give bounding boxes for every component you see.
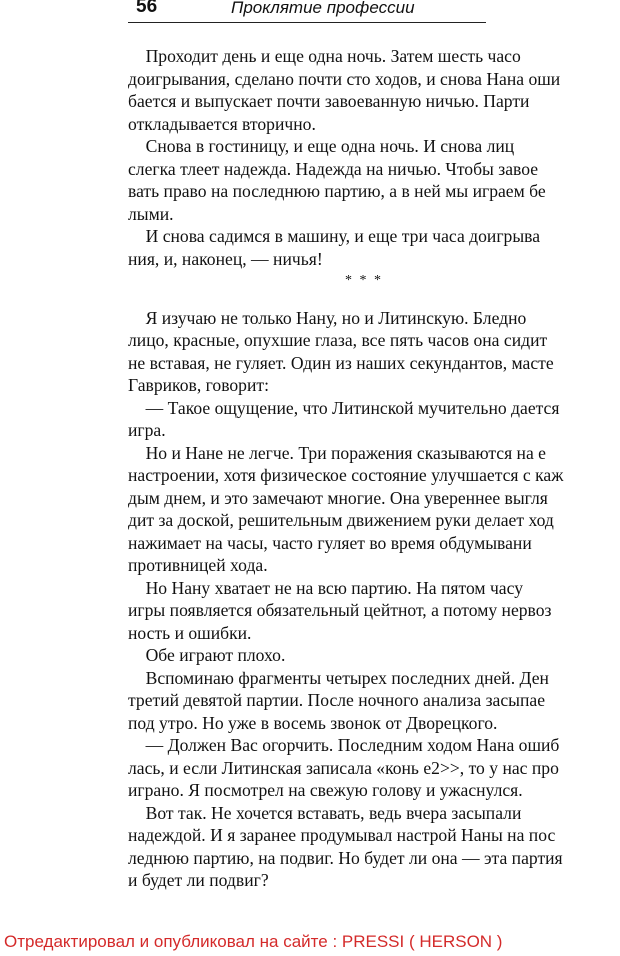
text-line: ния, и, наконец, — ничья! [128, 248, 323, 269]
text-line: надеждой. И я заранее продумывал настрой Наны на пос [128, 825, 556, 845]
section-gap [128, 293, 620, 307]
text-line: и будет ли подвиг? [128, 870, 269, 890]
text-line: Но Нану хватает не на всю партию. На пятом часу [128, 577, 523, 598]
text-line: доигрывания, сделано почти сто ходов, и снова Нана оши [128, 68, 561, 89]
text-line: не вставая, не гуляет. Один из наших секундантов, масте [128, 352, 554, 373]
text-line: нажимает на часы, часто гуляет во время обдумывани [128, 532, 532, 553]
text-line: ность и ошибки. [128, 622, 252, 643]
running-header [128, 0, 486, 23]
text-line: лыми. [128, 203, 174, 224]
text-line: дит за доской, решительным движением руки делает ход [128, 510, 554, 530]
running-title: Проклятие профессии [231, 0, 415, 17]
text-line: под утро. Но уже в восемь звонок от Дворецкого. [128, 712, 498, 733]
text-line: Вспоминаю фрагменты четырех последних дней. Ден [128, 667, 549, 688]
page-number: 56 [136, 0, 158, 17]
text-line: противницей хода. [128, 555, 268, 575]
text-line: Но и Нане не легче. Три поражения сказываются на е [128, 442, 546, 463]
text-line: играно. Я посмотрел на свежую голову и ужаснулся. [128, 780, 523, 800]
text-line: И снова садимся в машину, и еще три часа доигрыва [128, 226, 541, 246]
text-line: настроении, хотя физическое состояние улучшается с каж [128, 465, 564, 485]
text-line: вать право на последнюю партию, а в ней мы играем бе [128, 181, 546, 201]
text-line: Я изучаю не только Нану, но и Литинскую. Бледно [128, 307, 527, 328]
text-line: Обе играют плохо. [128, 645, 286, 665]
text-line: лицо, красные, опухшие глаза, все пять часов она сидит [128, 330, 548, 350]
text-line: третий девятой партии. После ночного анализа засыпае [128, 690, 546, 710]
text-line: леднюю партию, на подвиг. Но будет ли она — эта партия [128, 847, 563, 868]
text-line: игры появляется обязательный цейтнот, а потому нервоз [128, 600, 552, 620]
text-line: откладывается вторично. [128, 113, 316, 134]
text-line: слегка тлеет надежда. Надежда на ничью. Чтобы завое [128, 158, 539, 179]
text-line: Вот так. Не хочется вставать, ведь вчера засыпали [128, 802, 522, 823]
text-line: дым днем, и это замечают многие. Она увереннее выгля [128, 487, 548, 508]
section-divider: * * * [345, 273, 383, 288]
footer-credit: Отредактировал и опубликовал на сайте : PRESSI ( HERSON ) [4, 932, 503, 951]
text-line: Гавриков, говорит: [128, 375, 269, 395]
text-line: — Должен Вас огорчить. Последним ходом Нана ошиб [128, 735, 560, 755]
text-line: игра. [128, 420, 166, 440]
text-line: — Такое ощущение, что Литинской мучительно дается [128, 397, 560, 418]
text-line: Проходит день и еще одна ночь. Затем шесть часо [128, 46, 521, 66]
text-line: бается и выпускает почти завоеванную ничью. Парти [128, 91, 530, 111]
body-text [128, 45, 620, 892]
text-line: лась, и если Литинская записала «конь е2>>, то у нас про [128, 757, 559, 778]
text-line: Снова в гостиницу, и еще одна ночь. И снова лиц [128, 136, 515, 156]
